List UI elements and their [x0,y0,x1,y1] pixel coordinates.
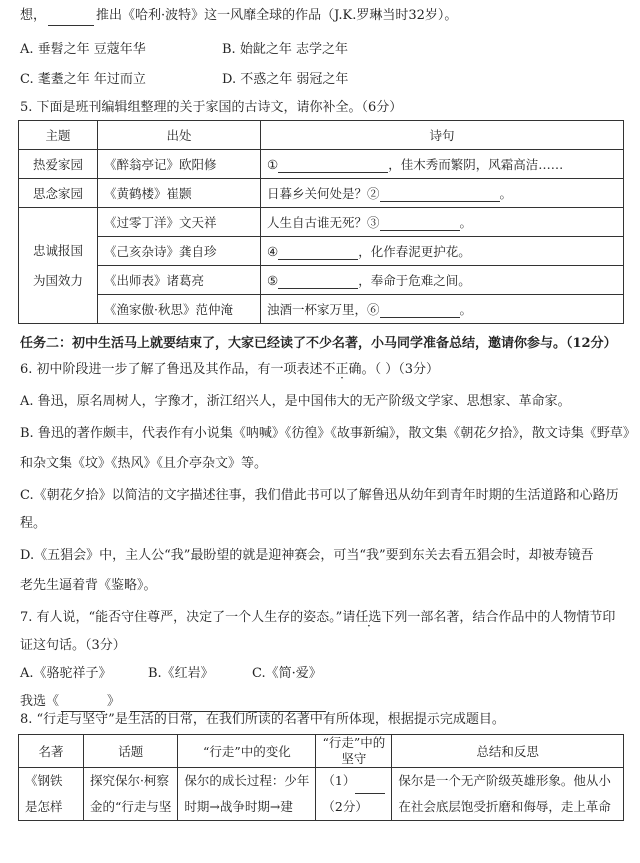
q5-source: 《渔家傲·秋思》范仲淹 [98,295,261,324]
table-row [19,768,624,821]
q5-header-theme: 主题 [19,121,98,150]
table-row [19,266,624,295]
q6-stem: 6. 初中阶段进一步了解了鲁迅及其作品，有一项表述不正确。（ ）（3分） [20,362,439,377]
q8-book: 《钢铁 是怎样 [19,768,84,821]
q6-option-a: A. 鲁迅，原名周树人，字豫才，浙江绍兴人，是中国伟大的无产阶级文学家、思想家、革命家。 [20,394,571,409]
q8-change: 保尔的成长过程：少年 时期→战争时期→建 [178,768,316,821]
q5-blank-5[interactable] [278,275,358,289]
q8-header-summary: 总结和反思 [392,735,624,768]
q4-option-b: B. 始龀之年 志学之年 [222,42,348,57]
q6-option-d-1: D.《五猖会》中，主人公“我”最盼望的就是迎神赛会，可当“我”要到东关去看五猖会时，却被寿镜吾 [20,548,594,563]
q5-header-verse: 诗句 [261,121,624,150]
q5-verse: ④ ，化作春泥更护花。 [261,237,624,266]
q5-source: 《出师表》诸葛亮 [98,266,261,295]
q6-option-b-1: B. 鲁迅的著作颇丰，代表作有小说集《呐喊》《彷徨》《故事新编》，散文集《朝花夕拾》，散文诗集《野草》 [20,426,636,441]
q6-option-c-1: C.《朝花夕拾》以简洁的文字描述往事，我们借此书可以了解鲁迅从幼年到青年时期的生活道路和心路历 [20,488,619,503]
q5-title: 5. 下面是班刊编辑组整理的关于家国的古诗文，请你补全。（6分） [20,100,403,115]
q7-option-c: C.《简·爱》 [252,666,322,681]
q4-option-d: D. 不惑之年 弱冠之年 [222,72,349,87]
q6-option-b-2: 和杂文集《坟》《热风》《且介亭杂文》等。 [20,456,268,471]
q8-table [18,734,624,821]
q5-theme-merged: 忠诚报国 为国效力 [19,208,98,324]
q8-header-book: 名著 [19,735,84,768]
q5-blank-1[interactable] [278,159,388,173]
q5-verse: ⑤ ，奉命于危难之间。 [261,266,624,295]
q5-theme: 热爱家园 [19,150,98,179]
q5-theme: 思念家园 [19,179,98,208]
q7-stem-2: 证这句话。（3分） [20,638,126,653]
q5-blank-6[interactable] [380,304,460,318]
q6-option-d-2: 老先生逼着背《鉴略》。 [20,578,157,593]
q8-keep-blank[interactable] [355,780,385,794]
q7-option-a: A.《骆驼祥子》 [20,666,112,681]
table-row [19,150,624,179]
q5-poetry-table [18,120,624,324]
task2-heading: 任务二：初中生活马上就要结束了，大家已经读了不少名著，小马同学准备总结，邀请你参与。（12分） [20,336,617,351]
q8-header-keep: “行走”中的坚守 [316,735,392,768]
table-row [19,179,624,208]
q8-header-change: “行走”中的变化 [178,735,316,768]
q5-verse: 日暮乡关何处是？② 。 [261,179,624,208]
table-row [19,237,624,266]
q5-source: 《己亥杂诗》龚自珍 [98,237,261,266]
table-row [19,295,624,324]
q4-option-a: A. 垂髫之年 豆蔻年华 [20,42,146,57]
q5-verse: ① ，佳木秀而繁阴，风霜高洁…… [261,150,624,179]
q6-option-c-2: 程。 [20,516,47,531]
q5-verse: 人生自古谁无死？③ 。 [261,208,624,237]
table-row [19,208,624,237]
q7-option-b: B.《红岩》 [148,666,214,681]
q7-stem: 7. 有人说，“能否守住尊严，决定了一个人生存的姿态。”请任选下列一部名著，结合作品中的人物情节印 [20,610,616,625]
q5-blank-2[interactable] [380,188,500,202]
q4-answer-blank[interactable] [48,11,94,26]
q5-source: 《黄鹤楼》崔颢 [98,179,261,208]
q5-blank-4[interactable] [278,246,358,260]
q5-verse: 浊酒一杯家万里，⑥ 。 [261,295,624,324]
q5-header-source: 出处 [98,121,261,150]
q5-blank-3[interactable] [380,217,460,231]
q4-option-c: C. 耄耋之年 年过而立 [20,72,146,87]
q5-source: 《过零丁洋》文天祥 [98,208,261,237]
q8-header-topic: 话题 [84,735,178,768]
q8-topic: 探究保尔·柯察 金的“行走与坚 [84,768,178,821]
q4-stem-tail: 想， 推出《哈利·波特》这一风靡全球的作品（J.K.罗琳当时32岁）。 [20,6,457,26]
q8-keep: （1） （2分） [316,768,392,821]
q8-summary: 保尔是一个无产阶级英雄形象。他从小 在社会底层饱受折磨和侮辱，走上革命 [392,768,624,821]
q7-choice: 我选《 》 [20,692,328,712]
q8-title: 8. “行走与坚守”是生活的日常，在我们所读的名著中有所体现，根据提示完成题目。 [20,712,505,727]
q5-source: 《醉翁亭记》欧阳修 [98,150,261,179]
